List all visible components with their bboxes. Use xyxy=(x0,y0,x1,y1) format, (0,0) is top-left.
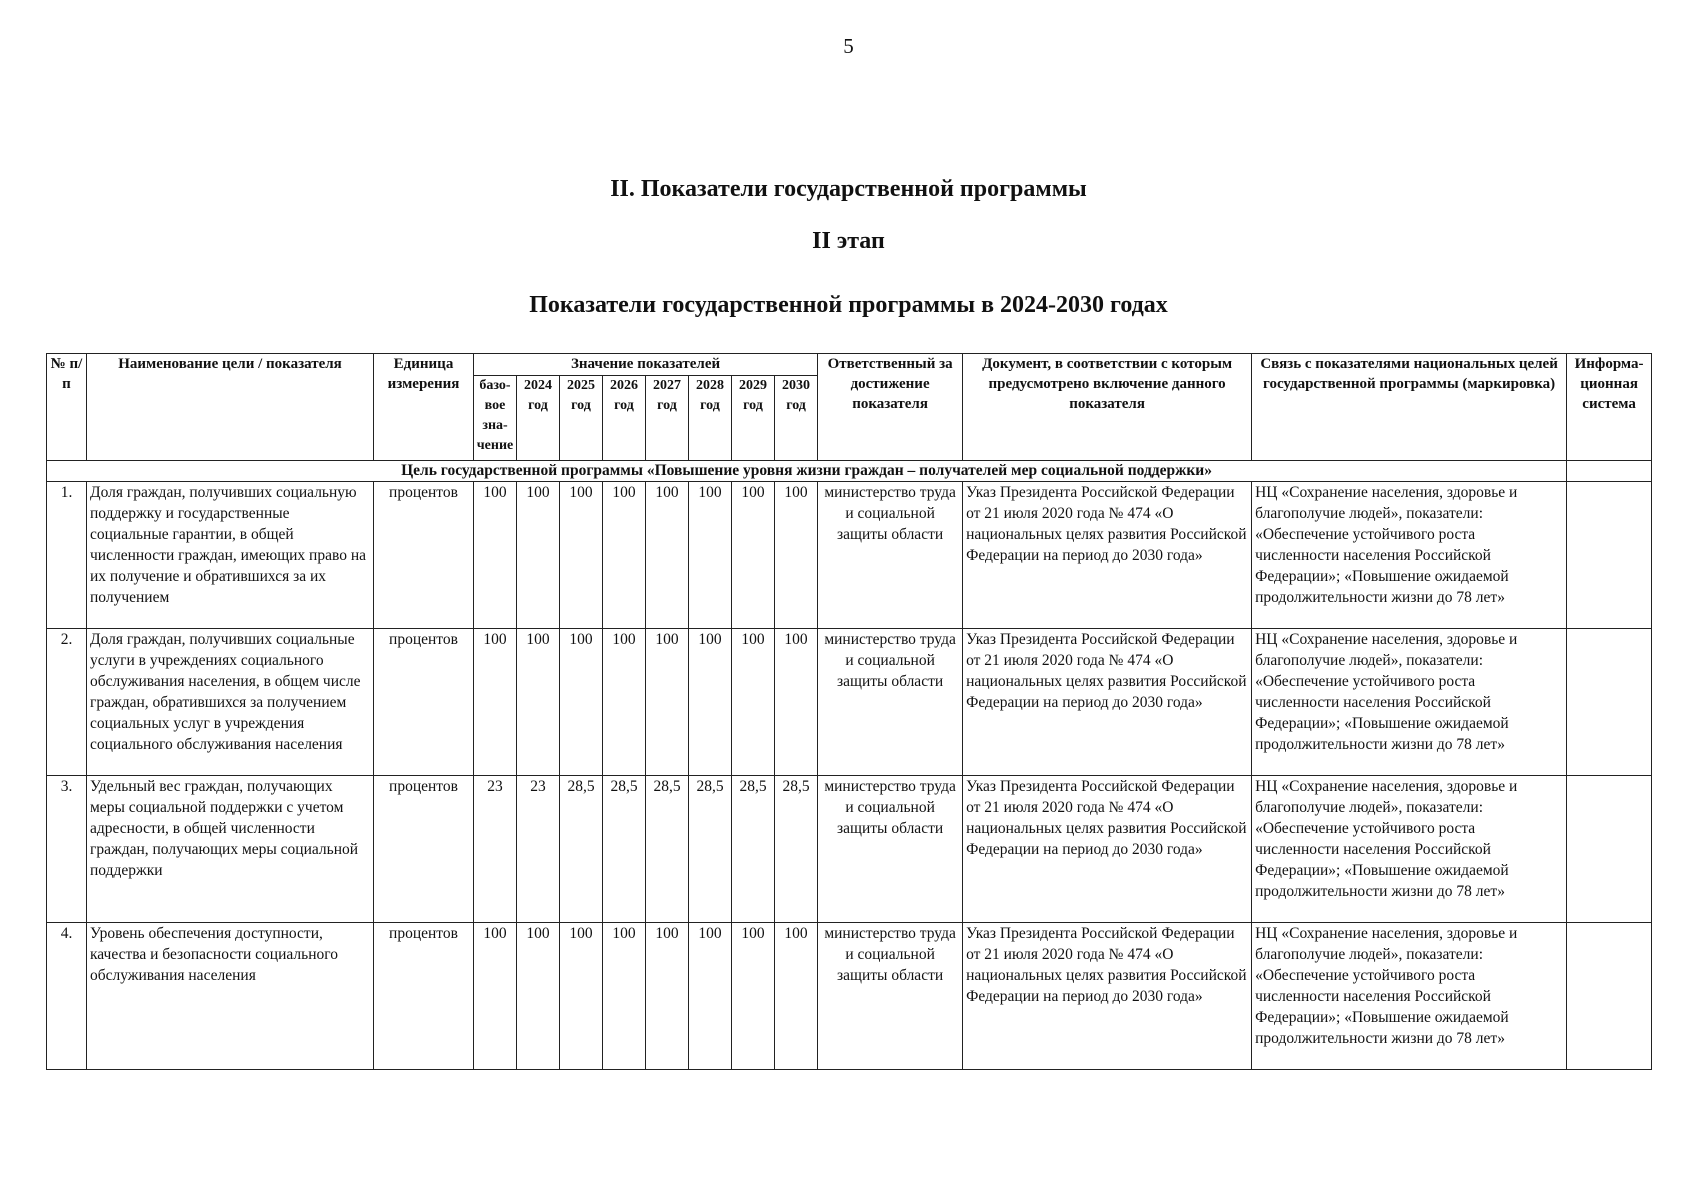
row-num: 1. xyxy=(47,482,87,629)
row-document: Указ Президента Российской Федерации от 21 июля 2020 года № 474 «О национальных целях развития Российской Федерации на период до 2030 года» xyxy=(963,629,1252,776)
section-title: II. Показатели государственной программы xyxy=(610,176,1087,202)
col-header-link: Связь с показателями национальных целей государственной программы (маркировка) xyxy=(1252,354,1567,461)
col-header-values: Значение показателей xyxy=(474,354,818,376)
col-header-year: 2024 год xyxy=(517,376,560,461)
col-header-unit: Единица измерения xyxy=(374,354,474,461)
row-link: НЦ «Сохранение населения, здоровье и благополучие людей», показатели: «Обеспечение устойчивого роста численности населения Российской Федерации»; «Повышение ожидаемой продолжительности жизни до 78 лет» xyxy=(1252,923,1567,1070)
row-value: 100 xyxy=(603,482,646,629)
col-header-document: Документ, в соответствии с которым предусмотрено включение данного показателя xyxy=(963,354,1252,461)
row-name: Доля граждан, получивших социальную поддержку и государственные социальные гарантии, в общей численности граждан, имеющих право на их получение и обратившихся за их получением xyxy=(87,482,374,629)
row-value: 100 xyxy=(474,482,517,629)
row-value: 100 xyxy=(560,629,603,776)
row-value: 100 xyxy=(732,482,775,629)
table-row xyxy=(47,629,1652,776)
goal-text: Цель государственной программы «Повышение уровня жизни граждан – получателей мер социальной поддержки» xyxy=(47,461,1567,482)
page-number: 5 xyxy=(843,34,854,58)
row-value: 100 xyxy=(517,482,560,629)
col-header-year: 2026 год xyxy=(603,376,646,461)
row-value: 100 xyxy=(560,482,603,629)
col-header-responsible: Ответственный за достижение показателя xyxy=(818,354,963,461)
col-header-base: базо-вое зна-чение xyxy=(474,376,517,461)
row-value: 100 xyxy=(689,629,732,776)
goal-info-cell xyxy=(1567,461,1652,482)
row-value: 100 xyxy=(646,923,689,1070)
col-header-year: 2025 год xyxy=(560,376,603,461)
col-header-year: 2028 год xyxy=(689,376,732,461)
header-row-1 xyxy=(47,354,1652,376)
row-link: НЦ «Сохранение населения, здоровье и благополучие людей», показатели: «Обеспечение устойчивого роста численности населения Российской Федерации»; «Повышение ожидаемой продолжительности жизни до 78 лет» xyxy=(1252,629,1567,776)
col-header-year: 2027 год xyxy=(646,376,689,461)
row-value: 28,5 xyxy=(732,776,775,923)
row-num: 4. xyxy=(47,923,87,1070)
row-value: 28,5 xyxy=(689,776,732,923)
row-name: Доля граждан, получивших социальные услуги в учреждениях социального обслуживания населения, в общем числе граждан, обратившихся за получением социальных услуг в учреждения социального обслуживания населения xyxy=(87,629,374,776)
row-num: 3. xyxy=(47,776,87,923)
row-name: Удельный вес граждан, получающих меры социальной поддержки с учетом адресности, в общей численности граждан, получающих меры социальной поддержки xyxy=(87,776,374,923)
row-document: Указ Президента Российской Федерации от 21 июля 2020 года № 474 «О национальных целях развития Российской Федерации на период до 2030 года» xyxy=(963,923,1252,1070)
stage-title: II этап xyxy=(812,228,885,254)
row-value: 100 xyxy=(689,923,732,1070)
row-num: 2. xyxy=(47,629,87,776)
row-value: 100 xyxy=(560,923,603,1070)
table-title: Показатели государственной программы в 2024-2030 годах xyxy=(529,292,1168,318)
row-document: Указ Президента Российской Федерации от 21 июля 2020 года № 474 «О национальных целях развития Российской Федерации на период до 2030 года» xyxy=(963,482,1252,629)
row-value: 100 xyxy=(517,923,560,1070)
row-info xyxy=(1567,776,1652,923)
table-row xyxy=(47,923,1652,1070)
row-value: 100 xyxy=(732,923,775,1070)
row-unit: процентов xyxy=(374,923,474,1070)
row-link: НЦ «Сохранение населения, здоровье и благополучие людей», показатели: «Обеспечение устойчивого роста численности населения Российской Федерации»; «Повышение ожидаемой продолжительности жизни до 78 лет» xyxy=(1252,776,1567,923)
row-value: 100 xyxy=(689,482,732,629)
row-value: 28,5 xyxy=(646,776,689,923)
row-value: 28,5 xyxy=(603,776,646,923)
col-header-name: Наименование цели / показателя xyxy=(87,354,374,461)
table-row xyxy=(47,776,1652,923)
col-header-num: № п/п xyxy=(47,354,87,461)
row-document: Указ Президента Российской Федерации от 21 июля 2020 года № 474 «О национальных целях развития Российской Федерации на период до 2030 года» xyxy=(963,776,1252,923)
col-header-year: 2030 год xyxy=(775,376,818,461)
row-unit: процентов xyxy=(374,482,474,629)
row-value: 100 xyxy=(603,629,646,776)
row-value: 100 xyxy=(732,629,775,776)
row-value: 23 xyxy=(517,776,560,923)
row-name: Уровень обеспечения доступности, качества и безопасности социального обслуживания населения xyxy=(87,923,374,1070)
row-value: 100 xyxy=(474,629,517,776)
row-responsible: министерство труда и социальной защиты области xyxy=(818,776,963,923)
row-info xyxy=(1567,923,1652,1070)
row-value: 100 xyxy=(646,629,689,776)
row-info xyxy=(1567,629,1652,776)
row-responsible: министерство труда и социальной защиты области xyxy=(818,629,963,776)
row-link: НЦ «Сохранение населения, здоровье и благополучие людей», показатели: «Обеспечение устойчивого роста численности населения Российской Федерации»; «Повышение ожидаемой продолжительности жизни до 78 лет» xyxy=(1252,482,1567,629)
row-info xyxy=(1567,482,1652,629)
row-responsible: министерство труда и социальной защиты области xyxy=(818,923,963,1070)
row-value: 100 xyxy=(603,923,646,1070)
row-value: 100 xyxy=(517,629,560,776)
row-value: 100 xyxy=(775,482,818,629)
indicators-table xyxy=(46,353,1652,1070)
col-header-info: Информа-ционная система xyxy=(1567,354,1652,461)
row-value: 28,5 xyxy=(775,776,818,923)
goal-row xyxy=(47,461,1652,482)
row-value: 100 xyxy=(775,923,818,1070)
table-row xyxy=(47,482,1652,629)
col-header-year: 2029 год xyxy=(732,376,775,461)
row-value: 100 xyxy=(775,629,818,776)
row-value: 28,5 xyxy=(560,776,603,923)
row-value: 100 xyxy=(474,923,517,1070)
row-unit: процентов xyxy=(374,629,474,776)
row-value: 23 xyxy=(474,776,517,923)
row-responsible: министерство труда и социальной защиты области xyxy=(818,482,963,629)
row-unit: процентов xyxy=(374,776,474,923)
row-value: 100 xyxy=(646,482,689,629)
